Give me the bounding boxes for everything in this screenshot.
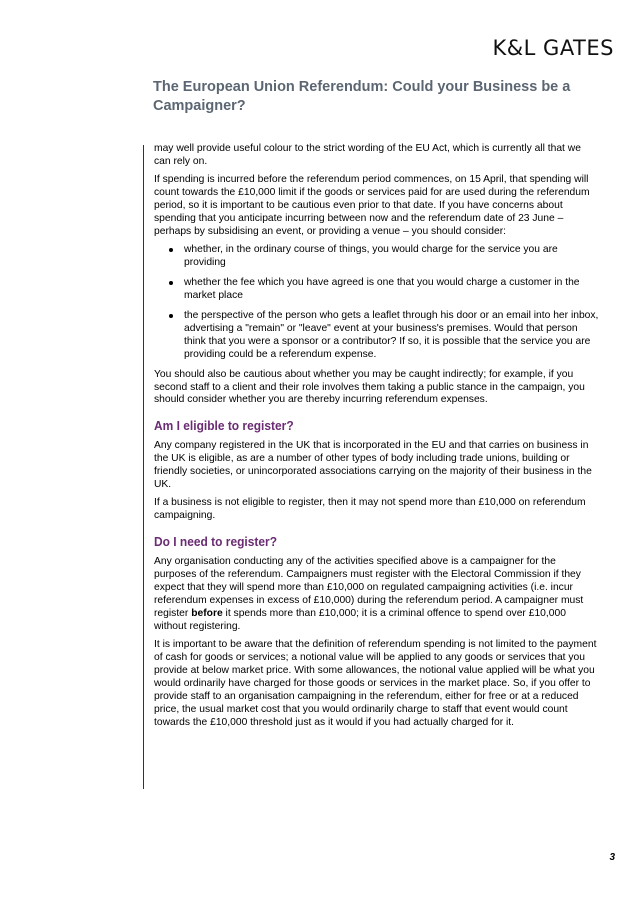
bullet-icon (169, 314, 173, 318)
document-title: The European Union Referendum: Could your Business be a Campaigner? (153, 79, 571, 114)
bullet-icon (169, 248, 173, 252)
firm-logo: K&L GATES (492, 36, 614, 60)
paragraph (154, 556, 600, 633)
list-item-text: the perspective of the person who gets a leaflet through his door or an email into her inbox, advertising a "remain" or "leave" event at your business's premises. Would that person think that you were a sponsor or a contributor? If so, it is possible that the service you are providing could be a referendum expense. (184, 309, 599, 360)
emphasis-text: before (191, 607, 223, 619)
margin-rule (143, 145, 144, 789)
list-item-text: whether, in the ordinary course of things, you would charge for the service you are providing (184, 244, 558, 269)
paragraph: If spending is incurred before the referendum period commences, on 15 April, that spending will count towards the £10,000 limit if the goods or services paid for are used during the referendum period, so it is important to be cautious even prior to that date. If you have concerns about spending that you anticipate incurring between now and the referendum date of 23 June – perhaps by subsidising an event, or providing a venue – you should consider: (154, 174, 590, 237)
paragraph: may well provide useful colour to the strict wording of the EU Act, which is currently all that we can rely on. (154, 143, 581, 167)
list-item (154, 310, 600, 362)
body-content (154, 143, 600, 735)
paragraph: It is important to be aware that the definition of referendum spending is not limited to the payment of cash for goods or services; a notional value will be applied to any goods or services that you provide at below market price. With some allowances, the notional value applied will be what you would ordinarily have charged for those goods or services in the market place. So, if you offer to provide staff to an organisation campaigning in the referendum, either for free or at a reduced price, the usual market cost that you would ordinarily charge to staff that event would count towards the £10,000 threshold just as it would if you had actually charged for it. (154, 639, 597, 728)
list-item-text: whether the fee which you have agreed is one that you would charge a customer in the market place (184, 277, 580, 302)
section-heading-registration: Do I need to register? (154, 534, 278, 550)
considerations-list (154, 244, 600, 361)
list-item (154, 244, 600, 270)
paragraph-text: it spends more than £10,000; it is a criminal offence to spend over £10,000 without registering. (154, 607, 566, 632)
page-number: 3 (609, 852, 615, 863)
paragraph-text: Any organisation conducting any of the activities specified above is a campaigner for the purposes of the referendum. Campaigners must register with the Electoral Commission if they expect that they will spend more than £10,000 on regulated campaigning activities (i.e. incur referendum expenses in excess of £10,000) during the referendum period. A campaigner must register (154, 556, 584, 619)
paragraph: You should also be cautious about whether you may be caught indirectly; for example, if you second staff to a client and their role involves them taking a public stance in the campaign, you should consider whether you are thereby incurring referendum expenses. (154, 368, 585, 406)
section-heading-eligibility: Am I eligible to register? (154, 418, 294, 434)
bullet-icon (169, 281, 173, 285)
paragraph: If a business is not eligible to register, then it may not spend more than £10,000 on referendum campaigning. (154, 497, 586, 522)
paragraph: Any company registered in the UK that is incorporated in the EU and that carries on business in the UK is eligible, as are a number of other types of body including trade unions, building or friendly societies, or unincorporated associations carrying on the majority of their business in the UK. (154, 440, 592, 491)
list-item (154, 277, 600, 303)
